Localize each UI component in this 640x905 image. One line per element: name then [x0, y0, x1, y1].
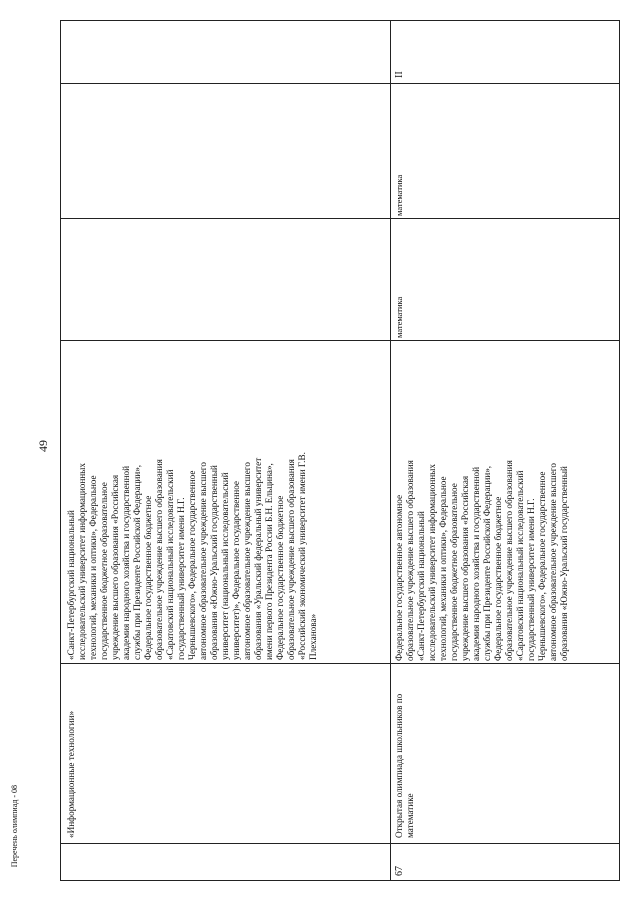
column-separator-profile [60, 340, 620, 341]
olympiad-table [60, 20, 620, 880]
table-border-top [60, 20, 620, 21]
row2-number: 67 [394, 866, 405, 876]
table-border-left [60, 20, 61, 881]
table-border-bottom [60, 880, 620, 881]
page-number: 49 [36, 440, 50, 452]
row2-subject: математика [394, 174, 404, 216]
row2-organizers: Федеральное государственное автономное образовательное учреждение высшего образования «Санкт-Петербургский национальный исследовательский университет информационных технологий, механики и оптики», Федеральное государственное бюджетное образовательное учреждение высшего образования «Российская академия народного хозяйства и государственной службы при Президенте Российской Федерации», Федеральное государственное бюджетное образовательное учреждение высшего образования «Саратовский национальный исследовательский государственный университет имени Н.Г. Чернышевского», Федеральное государственное автономное образовательное учреждение высшего образования «Южно-Уральский государственный [394, 460, 569, 661]
column-separator-level [60, 83, 620, 84]
row2-profile: математика [394, 296, 404, 338]
document-footer: Перечень олимпиад - 08 [10, 785, 19, 868]
row1-organizers: «Санкт-Петербургский национальный исследовательский университет информационных технологий, механики и оптики», Федеральное государственное бюджетное образовательное учреждение высшего образования «Российская академия народного хозяйства и государственной службы при Президенте Российской Федерации», Федеральное государственное бюджетное образовательное учреждение высшего образования «Саратовский национальный исследовательский государственный университет имени Н.Г. Чернышевского», Федеральное государственное автономное образовательное учреждение высшего образования «Южно-Уральский государственный университет (национальный исследовательский университет)», Федеральное государственное автономное образовательное учреждение высшего образования «Уральский федеральный университет имени первого Президента России Б.Н. Ельцина», Федеральное государственное бюджетное образовательное учреждение высшего образования «Российский экономический университет имени Г.В. Плеханова» [66, 452, 318, 660]
column-separator-subject [60, 218, 620, 219]
column-separator-title [60, 843, 620, 844]
row1-title: «Информационные технологии» [66, 710, 76, 838]
row2-title: Открытая олимпиада школьников по математике [394, 693, 415, 838]
column-separator-organizers [60, 663, 620, 664]
table-border-right [619, 20, 620, 881]
row-separator [390, 20, 391, 881]
row2-level: II [394, 71, 405, 78]
